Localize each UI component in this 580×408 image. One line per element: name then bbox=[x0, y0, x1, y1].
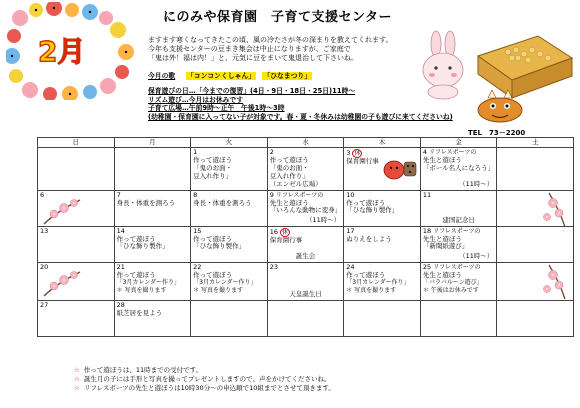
event-text: 作って遊ぼう bbox=[193, 270, 233, 279]
day-number: 13 bbox=[40, 226, 49, 235]
note-text: リフレスポーツの先生と遊ぼうは10時30分～の申込順で10組までとさせて頂きます。 bbox=[83, 383, 335, 392]
month-label: 2月 bbox=[38, 35, 86, 68]
intro-line: ますます寒くなってきたこの頃、風の冷たさが冬の深まりを教えてくれます。 bbox=[148, 36, 393, 44]
weekday-header: 木 bbox=[344, 138, 421, 148]
intro-line: 今年も支援センターの豆まき集会は中止になりますが、ご家庭で bbox=[148, 45, 351, 54]
calendar-cell-empty bbox=[267, 300, 344, 336]
event-text: 先生と遊ぼう bbox=[422, 155, 462, 164]
day-number: 7 bbox=[116, 190, 121, 199]
event-text: 「鬼のお面・ bbox=[193, 163, 233, 172]
page-title: にのみや保育園 子育て支援センター bbox=[163, 10, 392, 25]
weekday-header: 日 bbox=[38, 138, 115, 148]
day-number: 4 bbox=[422, 148, 427, 156]
info-line-plaza: 子育て広場…午前9時～正午 午後1時～3時 bbox=[148, 104, 285, 113]
closed-badge: 休 bbox=[354, 150, 361, 157]
event-text: リフレスポーツの bbox=[429, 149, 477, 156]
calendar-cell-day-8 bbox=[191, 190, 268, 226]
notes-section bbox=[74, 366, 335, 392]
calendar-cell-day-14 bbox=[114, 226, 191, 262]
song-label: 今月の歌 bbox=[148, 72, 176, 80]
day-number: 18 bbox=[422, 226, 432, 235]
calendar-cell-day-6 bbox=[38, 190, 115, 226]
event-time: （11時～） bbox=[459, 179, 494, 188]
event-text: 保育園行事 bbox=[346, 157, 379, 165]
day-number: 28 bbox=[116, 300, 125, 309]
event-text: 「ひな飾り製作」 bbox=[116, 242, 169, 251]
event-text: 作って遊ぼう bbox=[116, 270, 156, 279]
calendar-cell-empty bbox=[420, 300, 497, 336]
event-text: 「新聞紙遊び」 bbox=[422, 242, 469, 251]
song-1: 「コンコンくしゃん」 bbox=[187, 72, 255, 80]
calendar-cell-day-13 bbox=[38, 226, 115, 262]
event-text: 「3月カレンダー作り」 bbox=[346, 279, 410, 287]
star-icon: ☆ bbox=[74, 366, 80, 374]
event-text: 「鬼のお面・ bbox=[269, 163, 309, 172]
weekday-header: 金 bbox=[420, 138, 497, 148]
event-text: 「3月カレンダー作り」 bbox=[116, 279, 180, 287]
note-item bbox=[74, 366, 335, 375]
note-item bbox=[74, 375, 335, 384]
calendar-cell-day-24 bbox=[344, 262, 421, 300]
calendar-cell-day-21 bbox=[114, 262, 191, 300]
day-number: 14 bbox=[116, 226, 125, 235]
calendar-cell-empty bbox=[38, 148, 115, 191]
calendar-cell-day-16 bbox=[267, 226, 344, 262]
day-number: 2 bbox=[269, 148, 274, 156]
event-text: 「いろんな動物に変身」 bbox=[269, 206, 342, 215]
calendar-table bbox=[37, 137, 574, 337]
event-text: 先生と遊ぼう bbox=[269, 198, 309, 207]
calendar-cell-day-4 bbox=[420, 148, 497, 191]
event-text: 作って遊ぼう bbox=[346, 270, 386, 279]
event-text: 作って遊ぼう bbox=[346, 198, 386, 207]
star-icon: ☆ bbox=[74, 383, 80, 392]
calendar-cell-day-17 bbox=[344, 226, 421, 262]
calendar-cell-empty bbox=[344, 300, 421, 336]
day-number: 6 bbox=[40, 190, 45, 199]
intro-text bbox=[148, 36, 448, 63]
oni-mask-icon bbox=[382, 156, 418, 180]
event-text: 保育園行事 bbox=[269, 235, 303, 244]
telephone-number: TEL 73－2200 bbox=[468, 129, 526, 137]
event-text: 「3月カレンダー作り」 bbox=[193, 279, 257, 287]
song-2: 「ひなまつり」 bbox=[263, 72, 312, 80]
note-item bbox=[74, 384, 335, 393]
day-number: 15 bbox=[193, 226, 202, 235]
event-text: 先生と遊ぼう bbox=[422, 234, 462, 243]
calendar-cell-day-18 bbox=[420, 226, 497, 262]
weekday-header: 水 bbox=[267, 138, 344, 148]
calendar-cell-day-15 bbox=[191, 226, 268, 262]
note-text: 作って遊ぼうは、11時までの受付です。 bbox=[83, 366, 203, 374]
event-text: 作って遊ぼう bbox=[269, 155, 309, 164]
calendar-cell-day-22 bbox=[191, 262, 268, 300]
event-text: 「ボール名人になろう」 bbox=[422, 163, 495, 172]
day-number: 8 bbox=[193, 190, 198, 199]
day-number: 3 bbox=[346, 149, 351, 157]
plum-blossom-icon bbox=[42, 194, 82, 226]
calendar-cell-day-23 bbox=[267, 262, 344, 300]
event-text: 身長・体重を測ろう bbox=[116, 198, 176, 207]
event-text: 作って遊ぼう bbox=[193, 155, 233, 164]
event-text: 作って遊ぼう bbox=[193, 234, 233, 243]
day-number: 11 bbox=[422, 190, 432, 199]
event-text: ぬりえをしよう bbox=[346, 234, 392, 243]
note-text: 誕生月の子には手形と写真を撮ってプレゼントしますので、声をかけてくださいね。 bbox=[83, 374, 331, 383]
calendar-cell-empty bbox=[191, 300, 268, 336]
event-time: （11時～） bbox=[305, 215, 341, 224]
event-text: 作って遊ぼう bbox=[116, 234, 156, 243]
event-text: 紙芝居を見よう bbox=[116, 308, 163, 317]
event-text: 「ひな飾り製作」 bbox=[193, 242, 246, 251]
holiday-label: 建国記念日 bbox=[442, 215, 475, 224]
calendar-cell-empty bbox=[497, 190, 574, 226]
calendar-cell-day-1 bbox=[191, 148, 268, 191]
event-text: （エンゼル広場） bbox=[269, 179, 322, 188]
day-number: 9 bbox=[269, 190, 274, 199]
closed-badge: 休 bbox=[282, 228, 289, 236]
day-number: 25 bbox=[422, 262, 432, 271]
holiday-label: 天皇誕生日 bbox=[289, 289, 322, 298]
calendar-cell-empty bbox=[497, 300, 574, 336]
info-line-target: (幼稚園・保育園に入ってない子が対象です。春・夏・冬休みは幼稚園の子も遊びに来てくださいね) bbox=[148, 113, 453, 122]
info-line-play: 保育遊びの日…「今までの復習」(4日・9日・18日・25日)11時～ bbox=[148, 86, 356, 95]
calendar-cell-day-7 bbox=[114, 190, 191, 226]
event-text: ＊ 写真を撮ります bbox=[116, 287, 167, 295]
calendar-cell-empty bbox=[497, 226, 574, 262]
calendar-cell-day-25 bbox=[420, 262, 497, 300]
calendar-cell-day-2 bbox=[267, 148, 344, 191]
event-text: 豆入れ作り」 bbox=[269, 171, 309, 180]
calendar-cell-day-9 bbox=[267, 190, 344, 226]
day-number: 10 bbox=[346, 190, 355, 199]
day-number: 17 bbox=[346, 226, 355, 235]
calendar-cell-empty bbox=[497, 148, 574, 191]
day-number: 20 bbox=[40, 262, 49, 271]
calendar-cell-day-28 bbox=[114, 300, 191, 336]
event-text: 「バラバルーン遊び」 bbox=[422, 279, 483, 287]
calendar-cell-day-10 bbox=[344, 190, 421, 226]
event-text: ＊ 写真を撮ります bbox=[346, 287, 397, 295]
day-number: 22 bbox=[193, 262, 202, 271]
event-text: リフレスポーツの bbox=[275, 191, 324, 199]
info-line-rhythm: リズム遊び…今月はお休みです bbox=[148, 95, 244, 104]
bean-box-illustration bbox=[468, 28, 578, 124]
event-time: （11時～） bbox=[459, 251, 494, 260]
weekday-header: 土 bbox=[497, 138, 574, 148]
calendar-cell-day-11 bbox=[420, 190, 497, 226]
day-number: 24 bbox=[346, 262, 355, 271]
calendar-cell-day-27 bbox=[38, 300, 115, 336]
event-text: リフレスポーツの bbox=[433, 263, 481, 271]
calendar-cell-day-20 bbox=[38, 262, 115, 300]
plum-blossom-icon bbox=[535, 191, 569, 227]
event-text: 先生と遊ぼう bbox=[422, 270, 462, 279]
event-text: リフレスポーツの bbox=[433, 227, 481, 235]
event-text: 身長・体重を測ろう bbox=[193, 198, 252, 207]
calendar-cell-day-3 bbox=[344, 148, 421, 191]
day-number: 1 bbox=[193, 148, 198, 156]
day-number: 21 bbox=[116, 262, 125, 271]
day-number: 23 bbox=[269, 262, 278, 271]
event-text: ＊ 午後はお休みです bbox=[422, 287, 479, 295]
event-text: 「ひな飾り製作」 bbox=[346, 206, 399, 215]
weekday-header: 火 bbox=[191, 138, 268, 148]
plum-blossom-icon bbox=[535, 263, 569, 299]
calendar-cell-empty bbox=[114, 148, 191, 191]
day-number: 16 bbox=[269, 227, 278, 236]
weekday-header: 月 bbox=[114, 138, 191, 148]
calendar-cell-empty bbox=[497, 262, 574, 300]
event-text: ＊ 写真を撮ります bbox=[193, 287, 244, 295]
birthday-party-label: 誕生会 bbox=[295, 251, 316, 260]
plum-blossom-icon bbox=[42, 266, 82, 298]
event-text: 豆入れ作り」 bbox=[193, 171, 233, 180]
star-icon: ☆ bbox=[74, 374, 80, 383]
day-number: 27 bbox=[40, 300, 49, 309]
intro-line: 「鬼は外！福は内！」と、元気に豆をまいて鬼退治して下さいね。 bbox=[148, 54, 358, 63]
